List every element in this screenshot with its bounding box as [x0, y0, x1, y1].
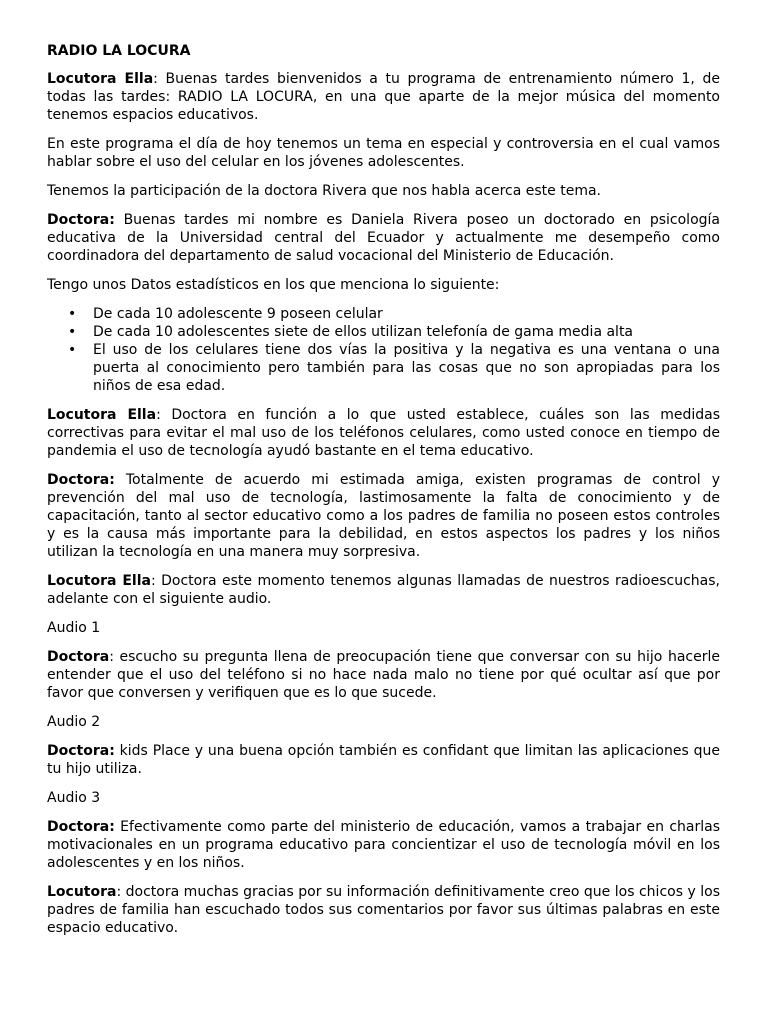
- paragraph-text: Audio 2: [47, 714, 101, 730]
- paragraph-host-closing: [47, 883, 720, 937]
- document-title: RADIO LA LOCURA: [47, 43, 191, 59]
- speaker-label: Doctora:: [47, 472, 115, 488]
- paragraph-intro: [47, 70, 720, 124]
- paragraph-topic: [47, 135, 720, 171]
- paragraph-host-calls: [47, 572, 720, 608]
- speaker-label: Locutora: [47, 884, 117, 900]
- paragraph-doctor-intro: [47, 211, 720, 265]
- speaker-label: Doctora:: [47, 212, 115, 228]
- speaker-label: Locutora Ella: [47, 407, 157, 423]
- paragraph-doctor-audio3: [47, 818, 720, 872]
- paragraph-text: : Buenas tardes bienvenidos a tu programa de entrenamiento número 1, de todas las tardes: RADIO LA LOCURA, en una que aparte de la mejor música del momento tenemos espacios educativos.: [47, 71, 720, 123]
- paragraph-doctor-audio2: [47, 742, 720, 778]
- paragraph-text: : escucho su pregunta llena de preocupación tiene que conversar con su hijo hacerle entender que el uso del teléfono si no hace nada malo no tiene por qué ocultar así que por favor que conversen y verifiquen que es lo que sucede.: [47, 649, 720, 701]
- audio-label: [47, 789, 720, 807]
- paragraph-text: : Doctora en función a lo que usted establece, cuáles son las medidas correctivas para evitar el mal uso de los teléfonos celulares, como usted conoce en tiempo de pandemia el uso de tecnología ayudó bastante en el tema educativo.: [47, 407, 721, 459]
- paragraph-text: Efectivamente como parte del ministerio de educación, vamos a trabajar en charlas motivacionales en un programa educativo para concientizar el uso de tecnología móvil en los adolescentes y en los niños.: [47, 819, 720, 871]
- statistics-list: [47, 305, 720, 395]
- paragraph-host-question: [47, 406, 720, 460]
- paragraph-participation: [47, 182, 720, 200]
- paragraph-text: En este programa el día de hoy tenemos un tema en especial y controversia en el cual vamos hablar sobre el uso del celular en los jóvenes adolescentes.: [47, 136, 720, 170]
- list-item-text: De cada 10 adolescente 9 poseen celular: [93, 306, 383, 322]
- document-page: [47, 42, 720, 948]
- paragraph-statistics-intro: [47, 276, 720, 294]
- paragraph-text: Tengo unos Datos estadísticos en los que menciona lo siguiente:: [47, 277, 500, 293]
- speaker-label: Doctora:: [47, 819, 115, 835]
- bullet-icon: •: [68, 342, 77, 358]
- bullet-icon: •: [68, 306, 77, 322]
- list-item: [68, 341, 720, 395]
- speaker-label: Locutora Ella: [47, 573, 151, 589]
- paragraph-doctor-audio1: [47, 648, 720, 702]
- speaker-label: Doctora: [47, 649, 110, 665]
- bullet-icon: •: [68, 324, 77, 340]
- audio-label: [47, 619, 720, 637]
- paragraph-text: Audio 1: [47, 620, 101, 636]
- list-item: [68, 323, 720, 341]
- paragraph-text: Audio 3: [47, 790, 101, 806]
- list-item-text: De cada 10 adolescentes siete de ellos utilizan telefonía de gama media alta: [93, 324, 634, 340]
- audio-label: [47, 713, 720, 731]
- speaker-label: Locutora Ella: [47, 71, 154, 87]
- list-item: [68, 305, 720, 323]
- paragraph-text: kids Place y una buena opción también es confidant que limitan las aplicaciones que tu hijo utiliza.: [47, 743, 720, 777]
- paragraph-text: Buenas tardes mi nombre es Daniela Rivera poseo un doctorado en psicología educativa de la Universidad central del Ecuador y actualmente me desempeño como coordinadora del departamento de salud vocacional del Ministerio de Educación.: [47, 212, 720, 264]
- paragraph-text: : doctora muchas gracias por su información definitivamente creo que los chicos y los padres de familia han escuchado todos sus comentarios por favor sus últimas palabras en este espacio educativo.: [47, 884, 720, 936]
- list-item-text: El uso de los celulares tiene dos vías la positiva y la negativa es una ventana o una puerta al conocimiento pero también para las cosas que no son apropiadas para los niños de esa edad.: [93, 342, 720, 394]
- paragraph-text: : Doctora este momento tenemos algunas llamadas de nuestros radioescuchas, adelante con el siguiente audio.: [47, 573, 720, 607]
- paragraph-doctor-answer: [47, 471, 720, 561]
- paragraph-text: Tenemos la participación de la doctora Rivera que nos habla acerca este tema.: [47, 183, 601, 199]
- paragraph-text: Totalmente de acuerdo mi estimada amiga, existen programas de control y prevención del mal uso de tecnología, lastimosamente la falta de conocimiento y de capacitación, tanto al sector educativo como a los padres de familia no poseen estos controles y es la causa más importante para la debilidad, en estos aspectos los padres y los niños utilizan la tecnología en una manera muy sorpresiva.: [47, 472, 720, 560]
- speaker-label: Doctora:: [47, 743, 115, 759]
